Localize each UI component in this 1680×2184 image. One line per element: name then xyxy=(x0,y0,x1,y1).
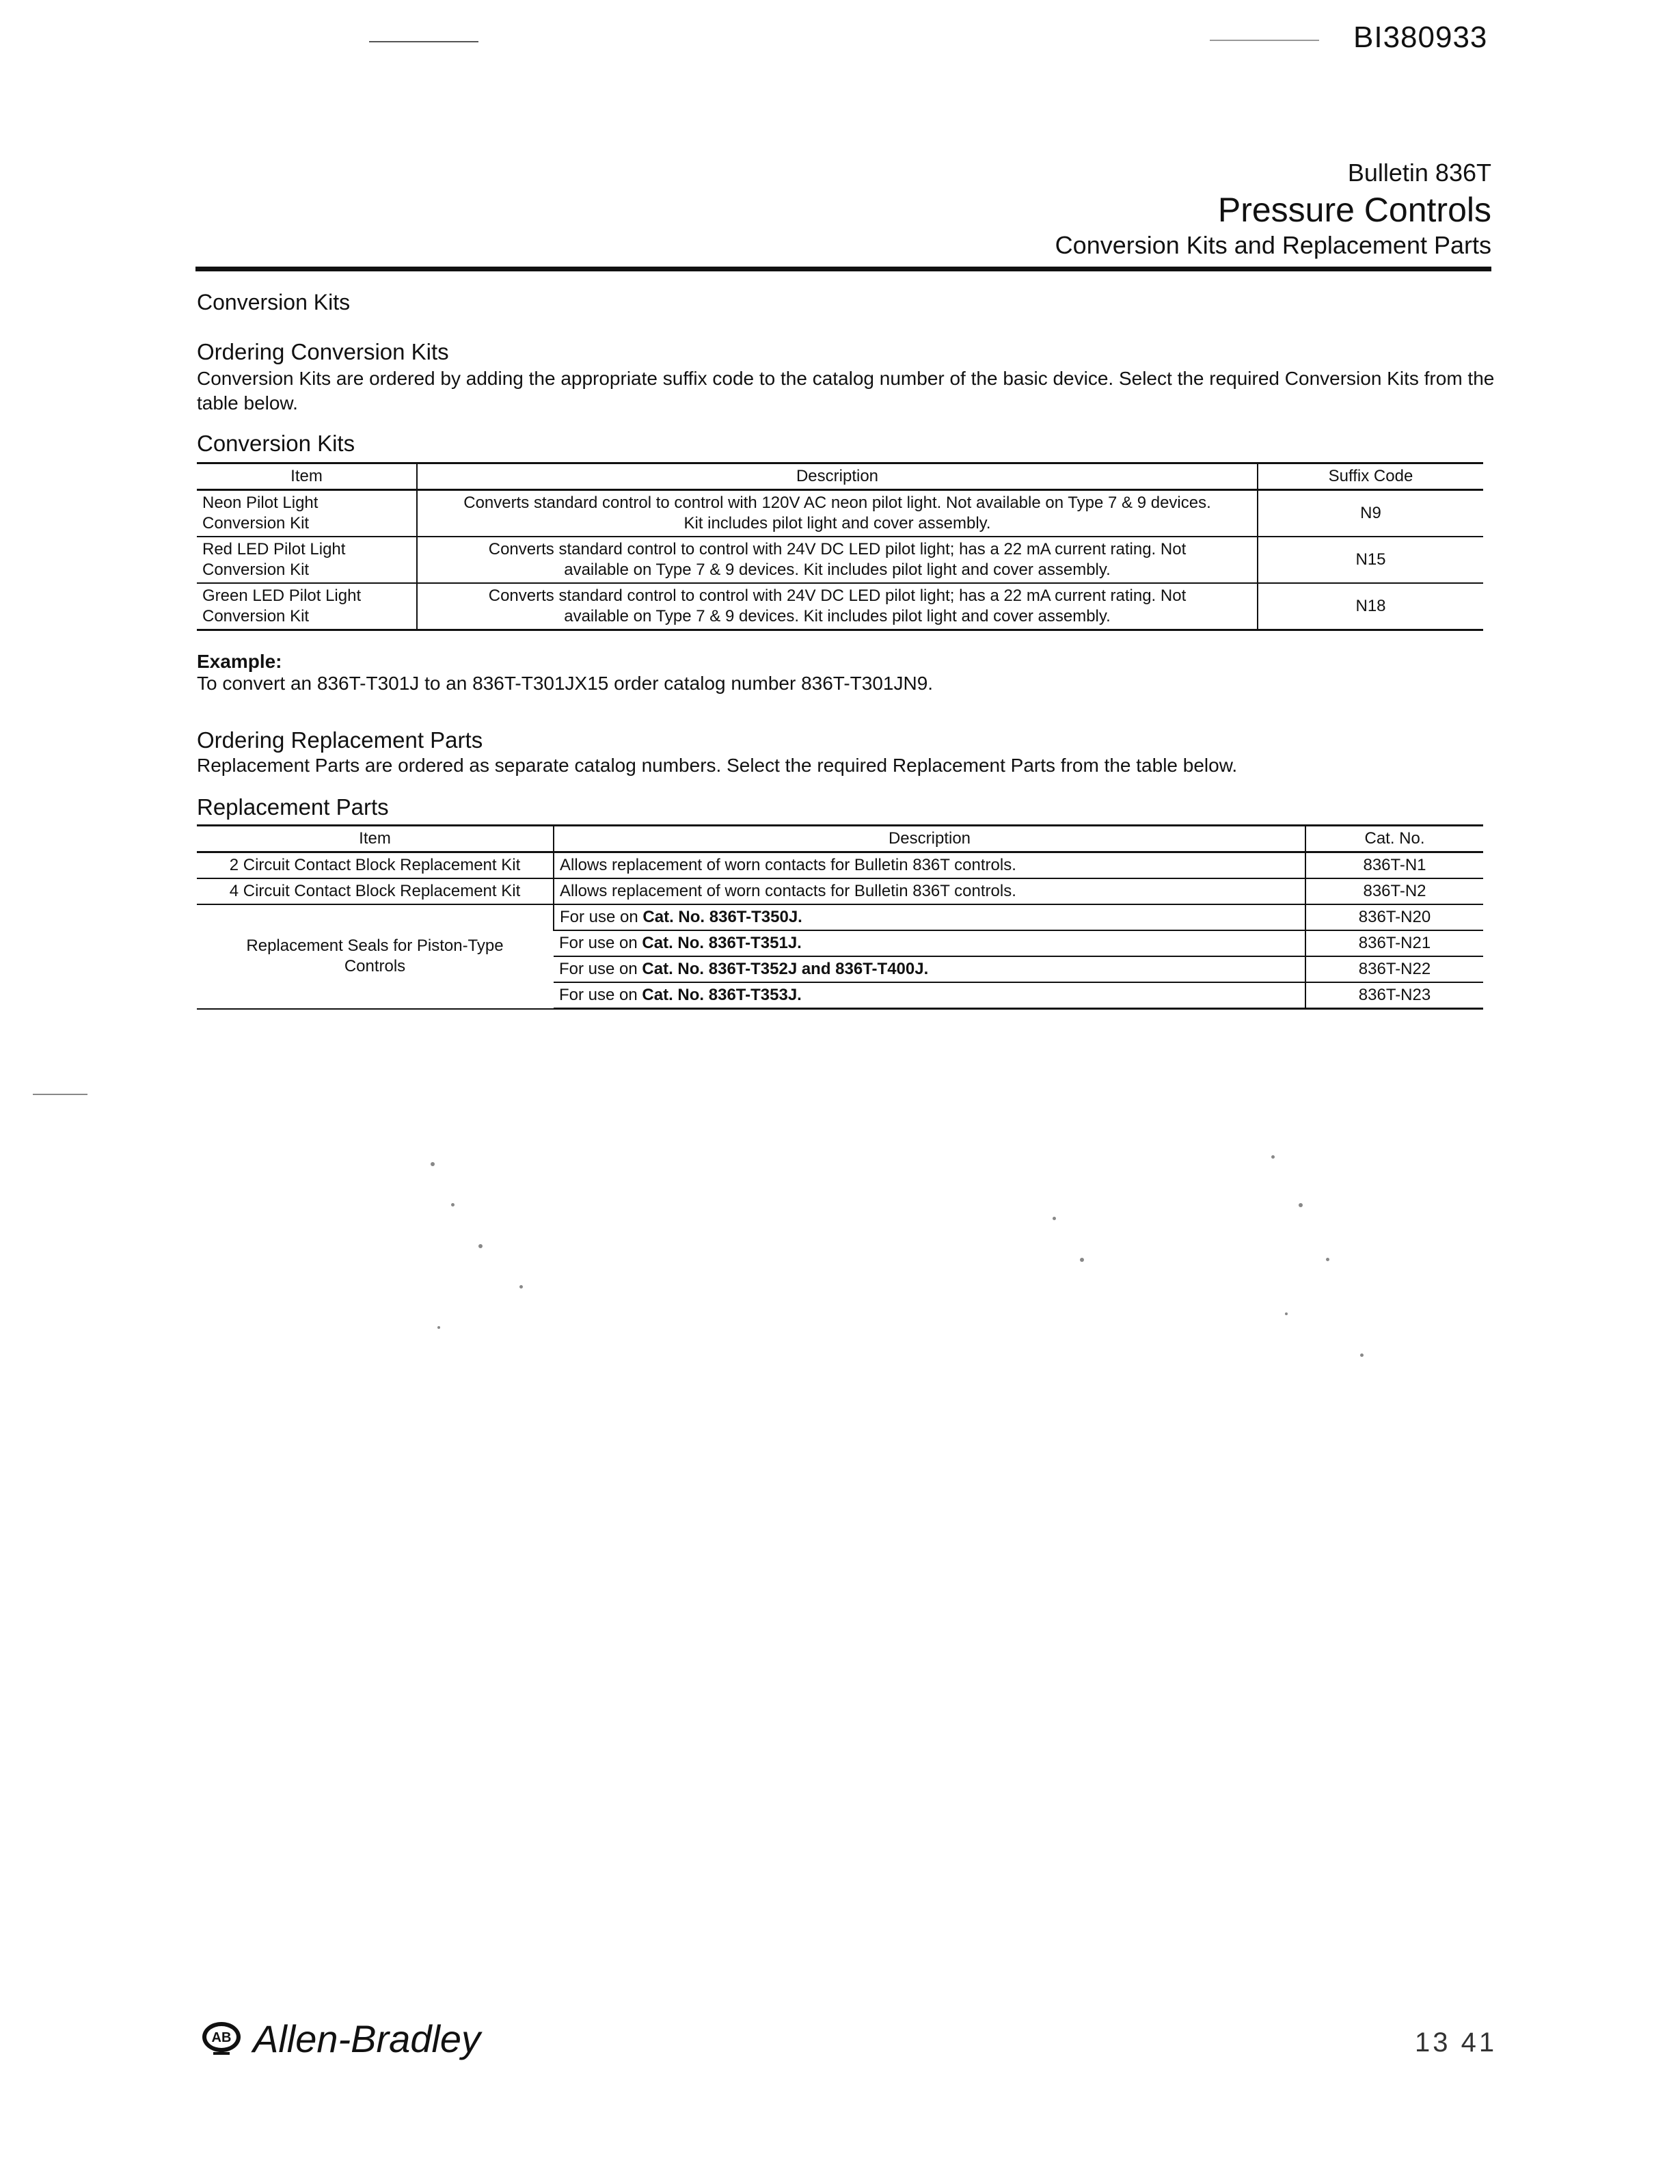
cat-no-cell: 836T-N20 xyxy=(1305,904,1483,930)
description-cell: For use on Cat. No. 836T-T353J. xyxy=(554,982,1305,1009)
column-header: Item xyxy=(197,463,417,490)
ordering-replacement-heading: Ordering Replacement Parts xyxy=(197,727,483,753)
item-cell: Replacement Seals for Piston-Type Controls xyxy=(197,904,554,1009)
table-row xyxy=(197,852,1483,879)
allen-bradley-logo-icon xyxy=(200,2019,243,2059)
table-row xyxy=(197,490,1483,537)
cat-no-cell: 836T-N22 xyxy=(1305,956,1483,982)
column-header: Description xyxy=(554,826,1305,852)
description-cell: Converts standard control to control with 24V DC LED pilot light; has a 22 mA current rating. Not available on Type 7 & 9 devices. Kit includes pilot light and cover assembly. xyxy=(417,583,1258,630)
item-cell: Red LED Pilot Light Conversion Kit xyxy=(197,537,417,583)
description-cell: For use on Cat. No. 836T-T351J. xyxy=(554,930,1305,956)
cat-no-cell: 836T-N2 xyxy=(1305,878,1483,904)
table-row xyxy=(197,537,1483,583)
column-header: Suffix Code xyxy=(1258,463,1483,490)
ordering-conversion-text: Conversion Kits are ordered by adding the appropriate suffix code to the catalog number of the basic device. Select the required Conversion Kits from the table below. xyxy=(197,368,1495,414)
item-cell: 4 Circuit Contact Block Replacement Kit xyxy=(197,878,554,904)
description-cell: For use on Cat. No. 836T-T352J and 836T-T400J. xyxy=(554,956,1305,982)
svg-text:AB: AB xyxy=(211,2030,232,2045)
example-label: Example: xyxy=(197,651,282,672)
example-text: To convert an 836T-T301J to an 836T-T301JX15 order catalog number 836T-T301JN9. xyxy=(197,673,934,694)
suffix-code-cell: N18 xyxy=(1258,583,1483,630)
ordering-replacement-text: Replacement Parts are ordered as separate catalog numbers. Select the required Replacement Parts from the table below. xyxy=(197,755,1238,776)
table-row xyxy=(197,878,1483,904)
brand-name: Allen-Bradley xyxy=(253,2017,481,2060)
item-cell: 2 Circuit Contact Block Replacement Kit xyxy=(197,852,554,879)
section-heading: Conversion Kits xyxy=(197,290,351,314)
brand-logo xyxy=(200,2017,480,2061)
document-id: BI380933 xyxy=(1353,21,1488,54)
conversion-kits-table xyxy=(197,462,1483,631)
scan-mark xyxy=(369,41,478,42)
scan-mark xyxy=(1210,40,1319,41)
table-header-row xyxy=(197,826,1483,852)
scan-mark xyxy=(33,1094,87,1095)
table-header-row xyxy=(197,463,1483,490)
column-header: Item xyxy=(197,826,554,852)
column-header: Cat. No. xyxy=(1305,826,1483,852)
description-cell: For use on Cat. No. 836T-T350J. xyxy=(554,904,1305,930)
item-cell: Neon Pilot Light Conversion Kit xyxy=(197,490,417,537)
suffix-code-cell: N15 xyxy=(1258,537,1483,583)
ordering-conversion-heading: Ordering Conversion Kits xyxy=(197,339,449,364)
description-cell: Converts standard control to control with 24V DC LED pilot light; has a 22 mA current rating. Not available on Type 7 & 9 devices. Kit includes pilot light and cover assembly. xyxy=(417,537,1258,583)
cat-no-cell: 836T-N1 xyxy=(1305,852,1483,879)
page-number: 13 41 xyxy=(1415,2027,1498,2058)
description-cell: Allows replacement of worn contacts for Bulletin 836T controls. xyxy=(554,878,1305,904)
table-row xyxy=(197,583,1483,630)
description-cell: Converts standard control to control with 120V AC neon pilot light. Not available on Type 7 & 9 devices. Kit includes pilot light and cover assembly. xyxy=(417,490,1258,537)
table-row xyxy=(197,904,1483,930)
column-header: Description xyxy=(417,463,1258,490)
page-subtitle: Conversion Kits and Replacement Parts xyxy=(1055,231,1491,259)
page-title: Pressure Controls xyxy=(1217,191,1491,229)
bulletin-label: Bulletin 836T xyxy=(1347,159,1491,187)
conversion-table-title: Conversion Kits xyxy=(197,431,355,456)
replacement-table-title: Replacement Parts xyxy=(197,794,389,820)
header-rule xyxy=(195,267,1491,271)
cat-no-cell: 836T-N23 xyxy=(1305,982,1483,1009)
replacement-parts-table xyxy=(197,824,1483,1010)
cat-no-cell: 836T-N21 xyxy=(1305,930,1483,956)
description-cell: Allows replacement of worn contacts for Bulletin 836T controls. xyxy=(554,852,1305,879)
item-cell: Green LED Pilot Light Conversion Kit xyxy=(197,583,417,630)
suffix-code-cell: N9 xyxy=(1258,490,1483,537)
